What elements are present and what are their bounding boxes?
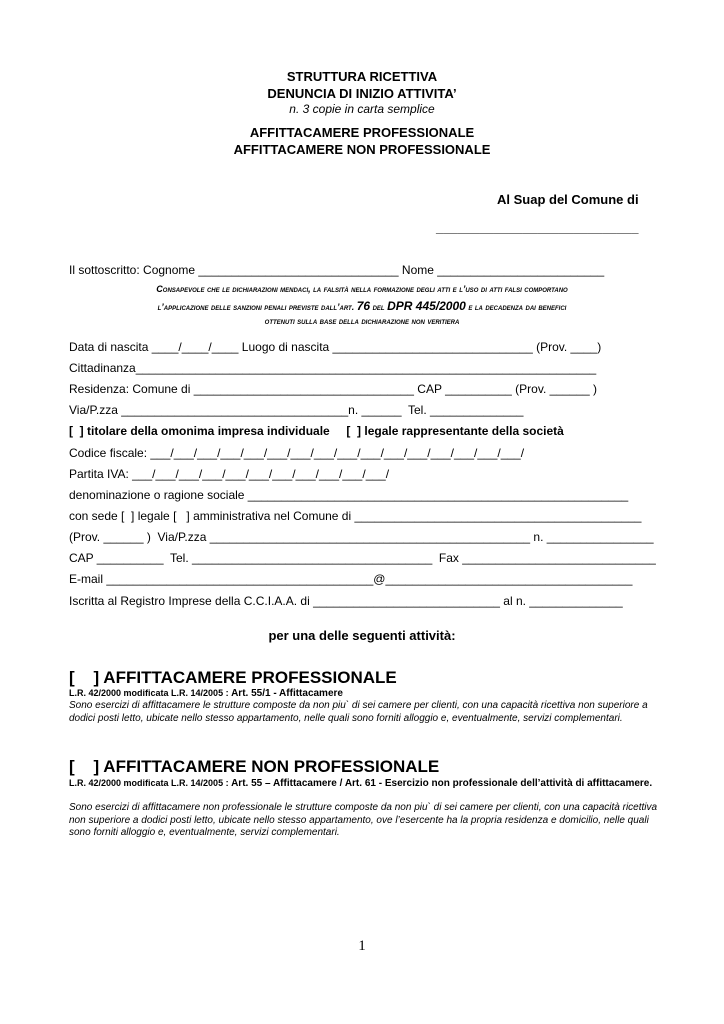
via-line[interactable]: Via/P.zza __________________________________n. ______ Tel. ______________ <box>69 403 524 417</box>
type-non-professionale: AFFITTACAMERE NON PROFESSIONALE <box>233 142 491 157</box>
title-denuncia: DENUNCIA DI INIZIO ATTIVITA’ <box>267 86 457 101</box>
declaration-text-b: del <box>370 302 388 312</box>
declaration-art-number: 76 <box>356 299 371 313</box>
prov-via-line[interactable]: (Prov. ______ ) Via/P.zza ________________________________________________ n. ________________ <box>69 530 654 544</box>
registro-imprese-line[interactable]: Iscritta al Registro Imprese della C.C.I.A.A. di ____________________________ al n. ______________ <box>69 594 623 608</box>
declaration-line-1: Consapevole che le dichiarazioni mendaci, la falsità nella formazione degli atti e l’uso di atti falsi comportano <box>156 284 568 294</box>
residenza-line[interactable]: Residenza: Comune di _________________________________ CAP __________ (Prov. ______ ) <box>69 382 597 396</box>
cittadinanza-line[interactable]: Cittadinanza_____________________________________________________________________ <box>69 361 597 375</box>
section-professionale-description: Sono esercizi di affittacamere le strutture composte da non piu` di sei camere per clienti, con una capacità ricettiva non superiore a dodici posti letto, ubicate nello stesso appartamento, nelle quali sono forniti alloggio e, eventualmente, servizi complementari. <box>69 700 648 724</box>
page-number: 1 <box>358 938 366 954</box>
law-reference: L.R. 42/2000 modificata L.R. 14/2005 : <box>69 778 232 788</box>
recipient-comune-field[interactable]: ____________________________ <box>436 220 639 235</box>
recipient-label: Al Suap del Comune di <box>497 192 639 207</box>
declaration-text-a: l’applicazione delle sanzioni penali previste dall’art. <box>157 302 357 312</box>
nascita-line[interactable]: Data di nascita ____/____/____ Luogo di nascita ______________________________ (Prov. ____) <box>69 340 602 354</box>
sottoscritto-line[interactable]: Il sottoscritto: Cognome ______________________________ Nome _________________________ <box>69 263 605 277</box>
codice-fiscale-line[interactable]: Codice fiscale: ___/___/___/___/___/___/___/___/___/___/___/___/___/___/___/___/ <box>69 446 525 460</box>
cap-tel-fax-line[interactable]: CAP __________ Tel. ____________________________________ Fax _____________________________ <box>69 551 656 565</box>
copies-note: n. 3 copie in carta semplice <box>289 102 435 116</box>
sede-line[interactable]: con sede [ ] legale [ ] amministrativa nel Comune di ___________________________________________ <box>69 509 642 523</box>
section-professionale-title[interactable]: [ ] AFFITTACAMERE PROFESSIONALE <box>69 668 397 687</box>
section-non-professionale-description: Sono esercizi di affittacamere non professionale le strutture composte da non piu` di sei camere per clienti, con una capacità ricettiva non superiore a dodici posti letto, ubicate nello stesso appartamento, ove l’esercente ha la propria residenza e domicilio, nelle quali sono forniti alloggio e, eventualmente, servizi complementari. <box>69 802 658 838</box>
section-professionale-law <box>69 688 343 699</box>
declaration-line-3: ottenuti sulla base della dichiarazione non veritiera <box>264 316 460 326</box>
declaration-text-c: e la decadenza dai benefici <box>465 302 567 312</box>
section-non-professionale-title[interactable]: [ ] AFFITTACAMERE NON PROFESSIONALE <box>69 757 440 776</box>
declaration-line-2 <box>0 299 724 313</box>
law-reference: L.R. 42/2000 modificata L.R. 14/2005 : <box>69 688 232 698</box>
law-article: Art. 55/1 - Affittacamere <box>231 688 343 699</box>
denominazione-line[interactable]: denominazione o ragione sociale _________________________________________________________ <box>69 488 629 502</box>
law-article: Art. 55 – Affittacamere / Art. 61 - Esercizio non professionale dell’attività di affittacamere. <box>231 778 653 789</box>
titolare-options[interactable]: [ ] titolare della omonima impresa individuale [ ] legale rappresentante della società <box>69 424 564 438</box>
title-struttura: STRUTTURA RICETTIVA <box>286 69 438 84</box>
declaration-dpr: DPR 445/2000 <box>387 299 466 313</box>
section-non-professionale-law <box>69 777 659 790</box>
email-line[interactable]: E-mail ________________________________________@_____________________________________ <box>69 572 633 586</box>
partita-iva-line[interactable]: Partita IVA: ___/___/___/___/___/___/___/___/___/___/___/ <box>69 467 390 481</box>
activity-heading: per una delle seguenti attività: <box>268 628 456 643</box>
type-professionale: AFFITTACAMERE PROFESSIONALE <box>249 125 475 140</box>
